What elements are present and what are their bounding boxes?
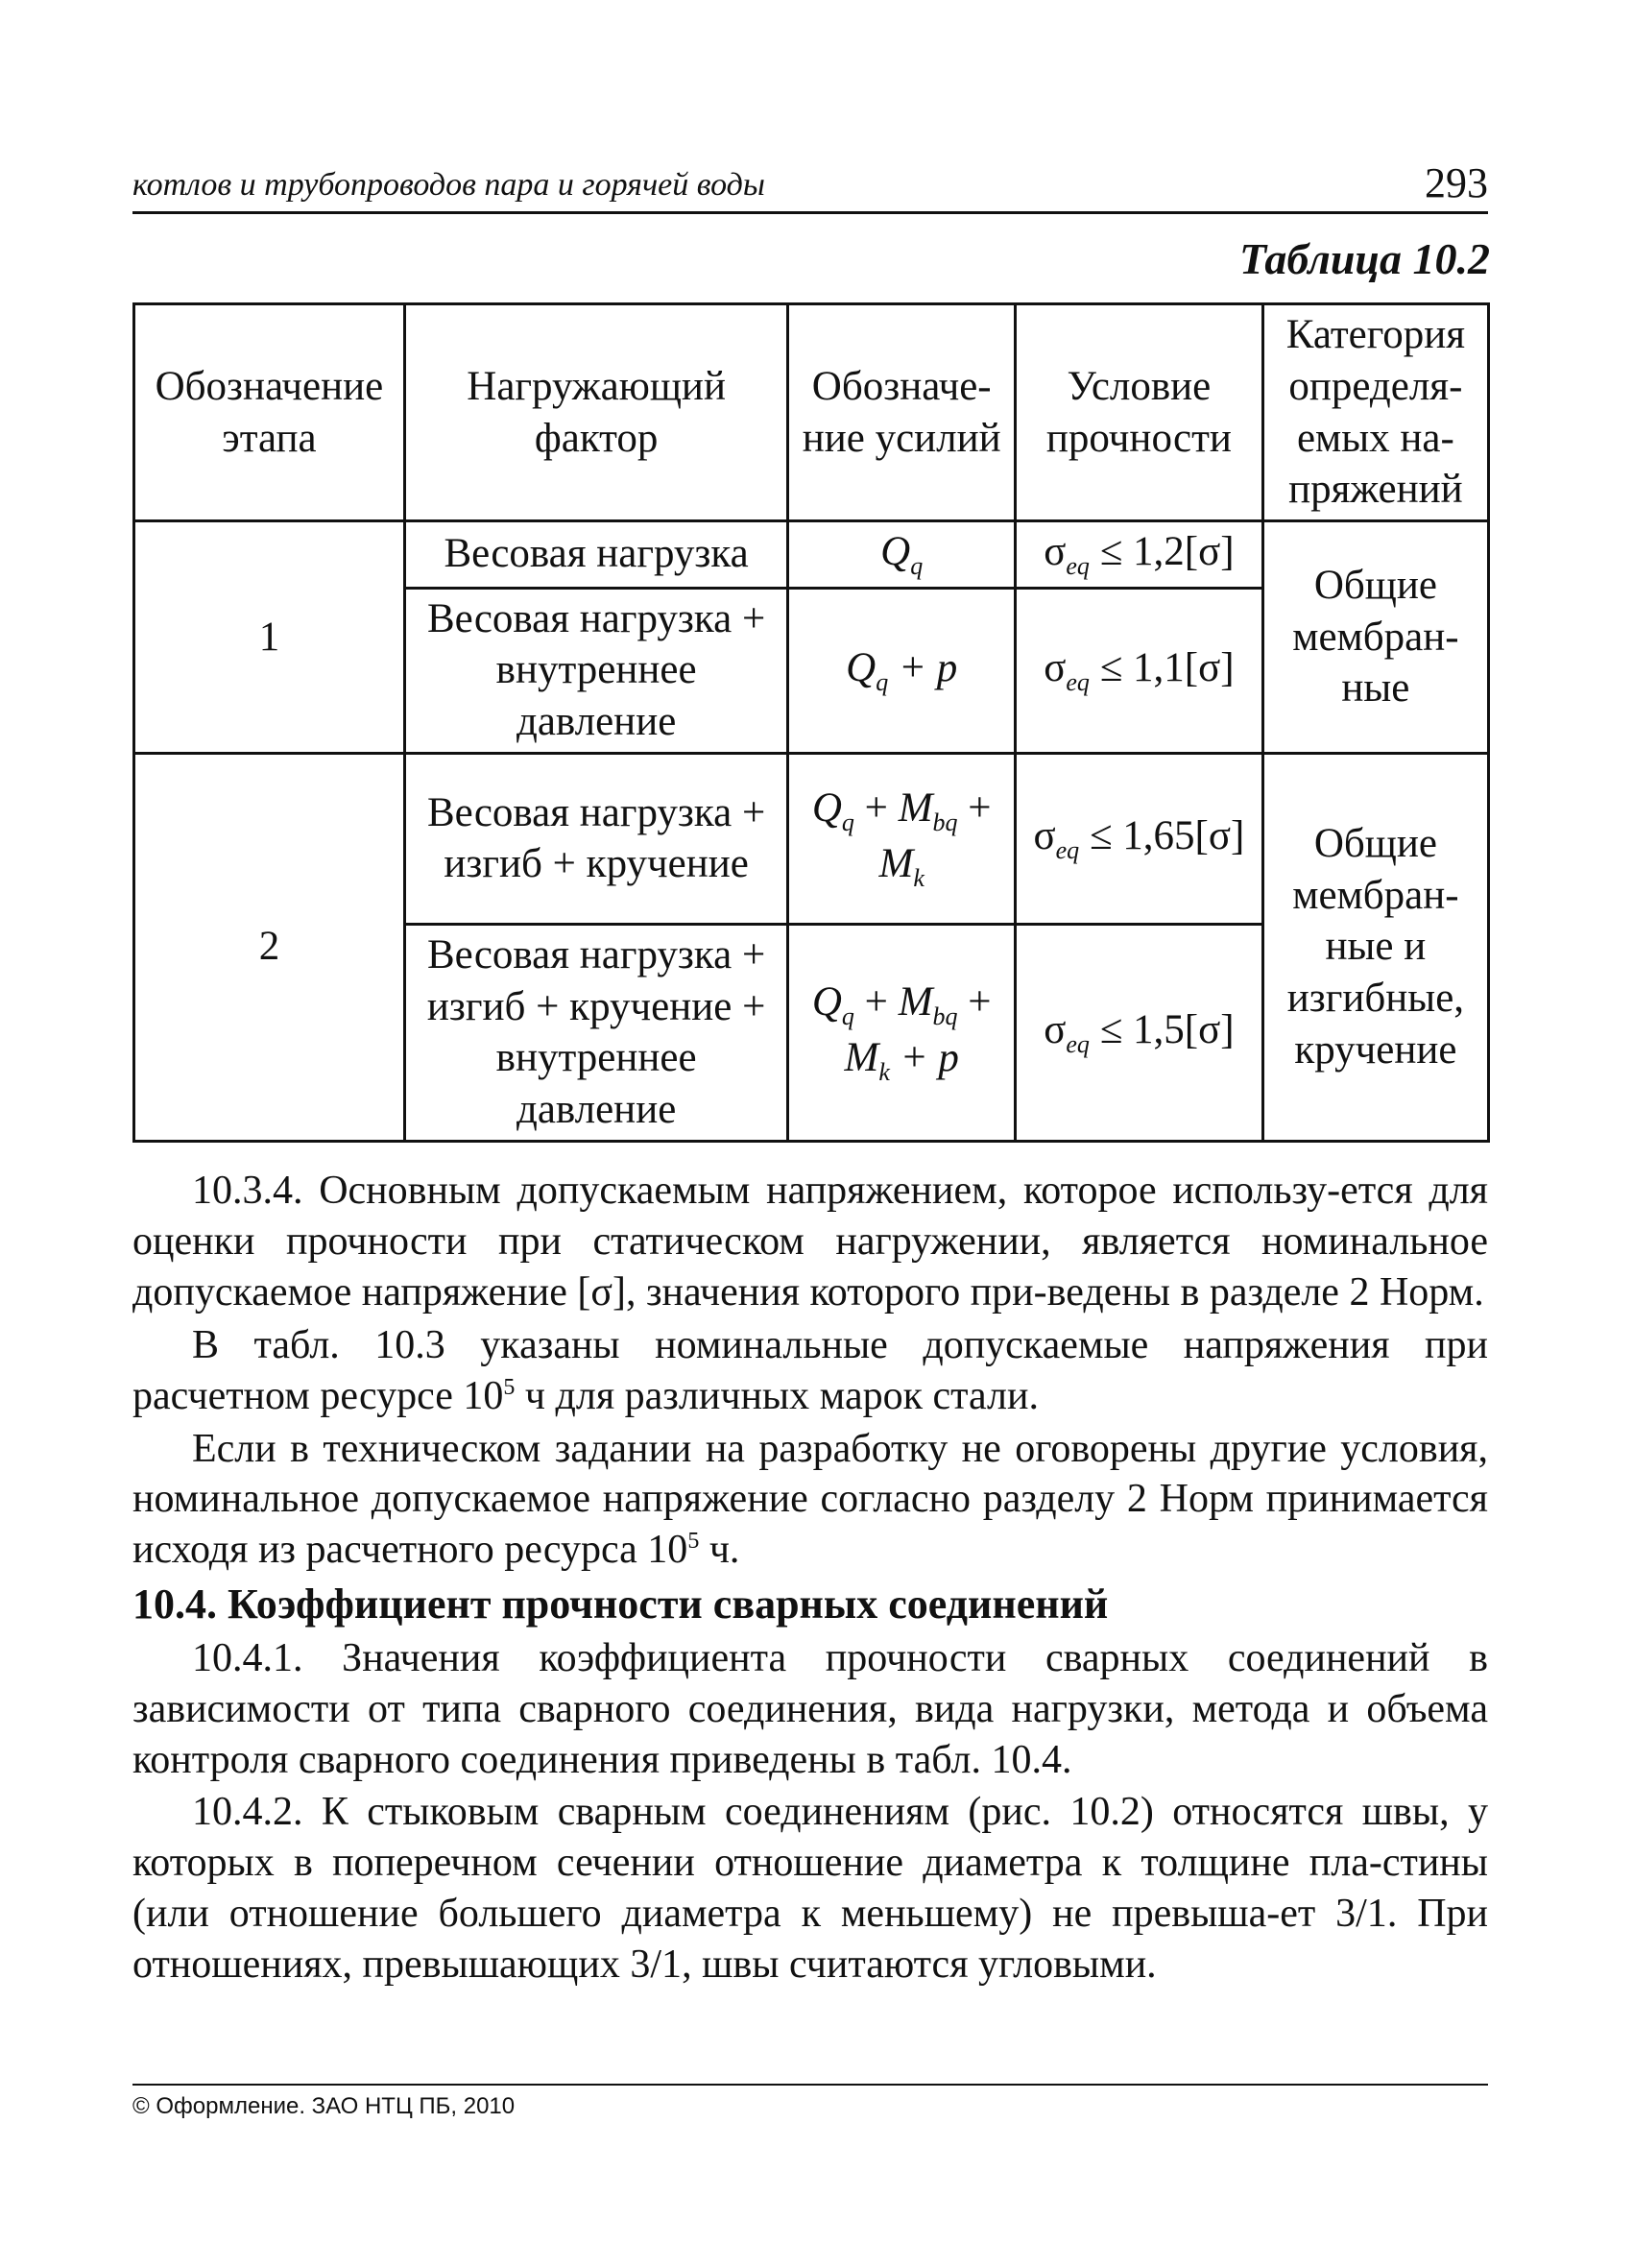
factor-cell: Весовая нагрузка — [404, 521, 787, 589]
paragraph-10-4-2: 10.4.2. К стыковым сварным соединениям (рис. 10.2) относятся швы, у которых в поперечном сечении отношение диаметра к толщине пла-стины (или отношение большего диаметра к меньшему) не превыша-ет 3/1. При отношениях, превышающих 3/1, швы считаются угловыми. — [132, 1790, 1488, 1988]
force-cell: $Q_q + M_{bq} + M_k + p$ — [788, 924, 1016, 1141]
force-cell: $Q_q + p$ — [788, 588, 1016, 753]
copyright-footer: © Оформление. ЗАО НТЦ ПБ, 2010 — [132, 2084, 1488, 2120]
header-stage: Обозначение этапа — [134, 304, 405, 521]
body-text — [132, 1166, 1488, 1992]
header-factor: Нагружающий фактор — [404, 304, 787, 521]
page-number: 293 — [1425, 159, 1488, 206]
header-condition: Условие прочности — [1016, 304, 1263, 521]
paragraph-10-4-1: 10.4.1. Значения коэффициента прочности сварных соединений в зависимости от типа сварного соединения, вида нагрузки, метода и объема контроля сварного соединения приведены в табл. 10.4. — [132, 1635, 1488, 1782]
table-header-row — [134, 304, 1489, 521]
paragraph-technical-task: Если в техническом задании на разработку не оговорены другие условия, номинальное допускаемое напряжение согласно разделу 2 Норм принимается исходя из расчетного ресурса $10^5$ ч. — [132, 1426, 1488, 1573]
section-heading: 10.4. Коэффициент прочности сварных соединений — [132, 1580, 1109, 1629]
category-cell: Общие мембран-ные и изгибные, кручение — [1262, 753, 1488, 1141]
fraction: 3/1 — [630, 1942, 683, 1988]
running-title: котлов и трубопроводов пара и горячей воды — [132, 167, 765, 203]
force-cell: $Q_q + M_{bq} + M_k$ — [788, 753, 1016, 924]
factor-cell: Весовая нагрузка + изгиб + кручение + внутреннее давление — [404, 924, 787, 1141]
stage-cell: 2 — [134, 753, 405, 1141]
strength-conditions-table — [132, 302, 1490, 1143]
factor-cell: Весовая нагрузка + изгиб + кручение — [404, 753, 787, 924]
paragraph-table-reference: В табл. 10.3 указаны номинальные допускаемые напряжения при расчетном ресурсе $10^5$ ч для различных марок стали. — [132, 1322, 1488, 1418]
table-row — [134, 521, 1489, 589]
condition-cell: $\sigma_{eq} \le 1,1[\sigma]$ — [1016, 588, 1263, 753]
fraction: 3/1 — [1335, 1892, 1387, 1937]
condition-cell: $\sigma_{eq} \le 1,5[\sigma]$ — [1016, 924, 1263, 1141]
condition-cell: $\sigma_{eq} \le 1,65[\sigma]$ — [1016, 753, 1263, 924]
paragraph-10-3-4: 10.3.4. Основным допускаемым напряжением, которое использу-ется для оценки прочности при статическом нагружении, является номинальное допускаемое напряжение [σ], значения которого при-ведены в разделе 2 Норм. — [132, 1169, 1488, 1315]
factor-cell: Весовая нагрузка + внутреннее давление — [404, 588, 787, 753]
header-category: Категория определя-емых на-пряжений — [1262, 304, 1488, 521]
table-row — [134, 753, 1489, 924]
running-header — [132, 154, 1488, 214]
category-cell: Общие мембран-ные — [1262, 521, 1488, 754]
stage-cell: 1 — [134, 521, 405, 754]
condition-cell: $\sigma_{eq} \le 1,2[\sigma]$ — [1016, 521, 1263, 589]
header-force: Обозначе-ние усилий — [788, 304, 1016, 521]
force-cell: $Q_q$ — [788, 521, 1016, 589]
table-caption: Таблица 10.2 — [1238, 234, 1490, 283]
